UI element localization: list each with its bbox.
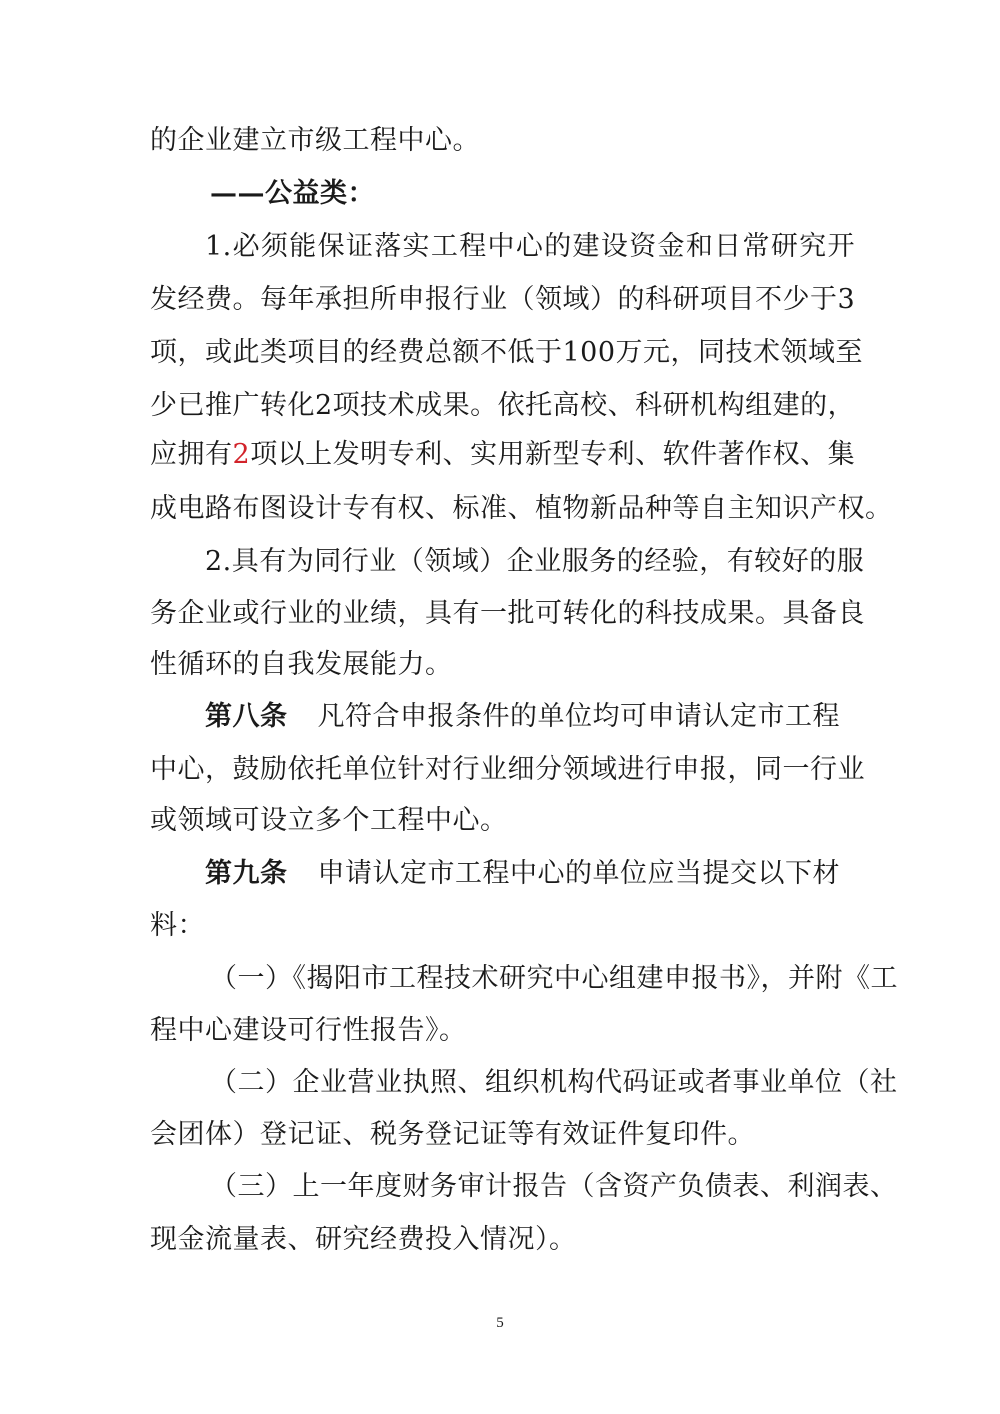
article-text: 申请认定市工程中心的单位应当提交以下材	[317, 858, 840, 889]
text-line: 料：	[150, 910, 205, 941]
text-line: 发经费。每年承担所申报行业（领域）的科研项目不少于3	[150, 284, 856, 315]
list-item-2: （二）企业营业执照、组织机构代码证或者事业单位（社	[210, 1067, 898, 1098]
text-segment: 应拥有	[150, 439, 233, 470]
text-line	[150, 438, 855, 472]
text-line: 性循环的自我发展能力。	[150, 649, 453, 680]
article-title: 第八条	[205, 701, 288, 732]
list-item-1: （一）《揭阳市工程技术研究中心组建申报书》，并附《工	[210, 963, 898, 994]
list-item-3: （三）上一年度财务审计报告（含资产负债表、利润表、	[210, 1171, 898, 1202]
text-line: 现金流量表、研究经费投入情况）。	[150, 1224, 577, 1255]
section-heading-public-welfare: ——公益类：	[210, 178, 375, 209]
text-line: 中心，鼓励依托单位针对行业细分领域进行申报，同一行业	[150, 754, 865, 785]
text-line: 项，或此类项目的经费总额不低于100万元，同技术领域至	[150, 337, 864, 368]
text-line: 会团体）登记证、税务登记证等有效证件复印件。	[150, 1119, 755, 1150]
text-line: 1.必须能保证落实工程中心的建设资金和日常研究开	[205, 231, 855, 262]
article-text: 凡符合申报条件的单位均可申请认定市工程	[317, 701, 840, 732]
text-line: 程中心建设可行性报告》。	[150, 1015, 467, 1046]
text-line: 务企业或行业的业绩，具有一批可转化的科技成果。具备良	[150, 598, 865, 629]
article-line	[205, 857, 855, 891]
article-title: 第九条	[205, 858, 288, 889]
text-line: 成电路布图设计专有权、标准、植物新品种等自主知识产权。	[150, 493, 893, 524]
text-line: 或领域可设立多个工程中心。	[150, 805, 508, 836]
text-line: 少已推广转化2项技术成果。依托高校、科研机构组建的，	[150, 390, 856, 421]
highlighted-number: 2	[232, 439, 251, 470]
text-line: 的企业建立市级工程中心。	[150, 125, 480, 156]
text-line: 2.具有为同行业（领域）企业服务的经验，有较好的服	[205, 546, 865, 577]
page-number: 5	[496, 1315, 504, 1331]
article-line	[205, 700, 855, 734]
text-segment: 项以上发明专利、实用新型专利、软件著作权、集	[250, 439, 856, 470]
